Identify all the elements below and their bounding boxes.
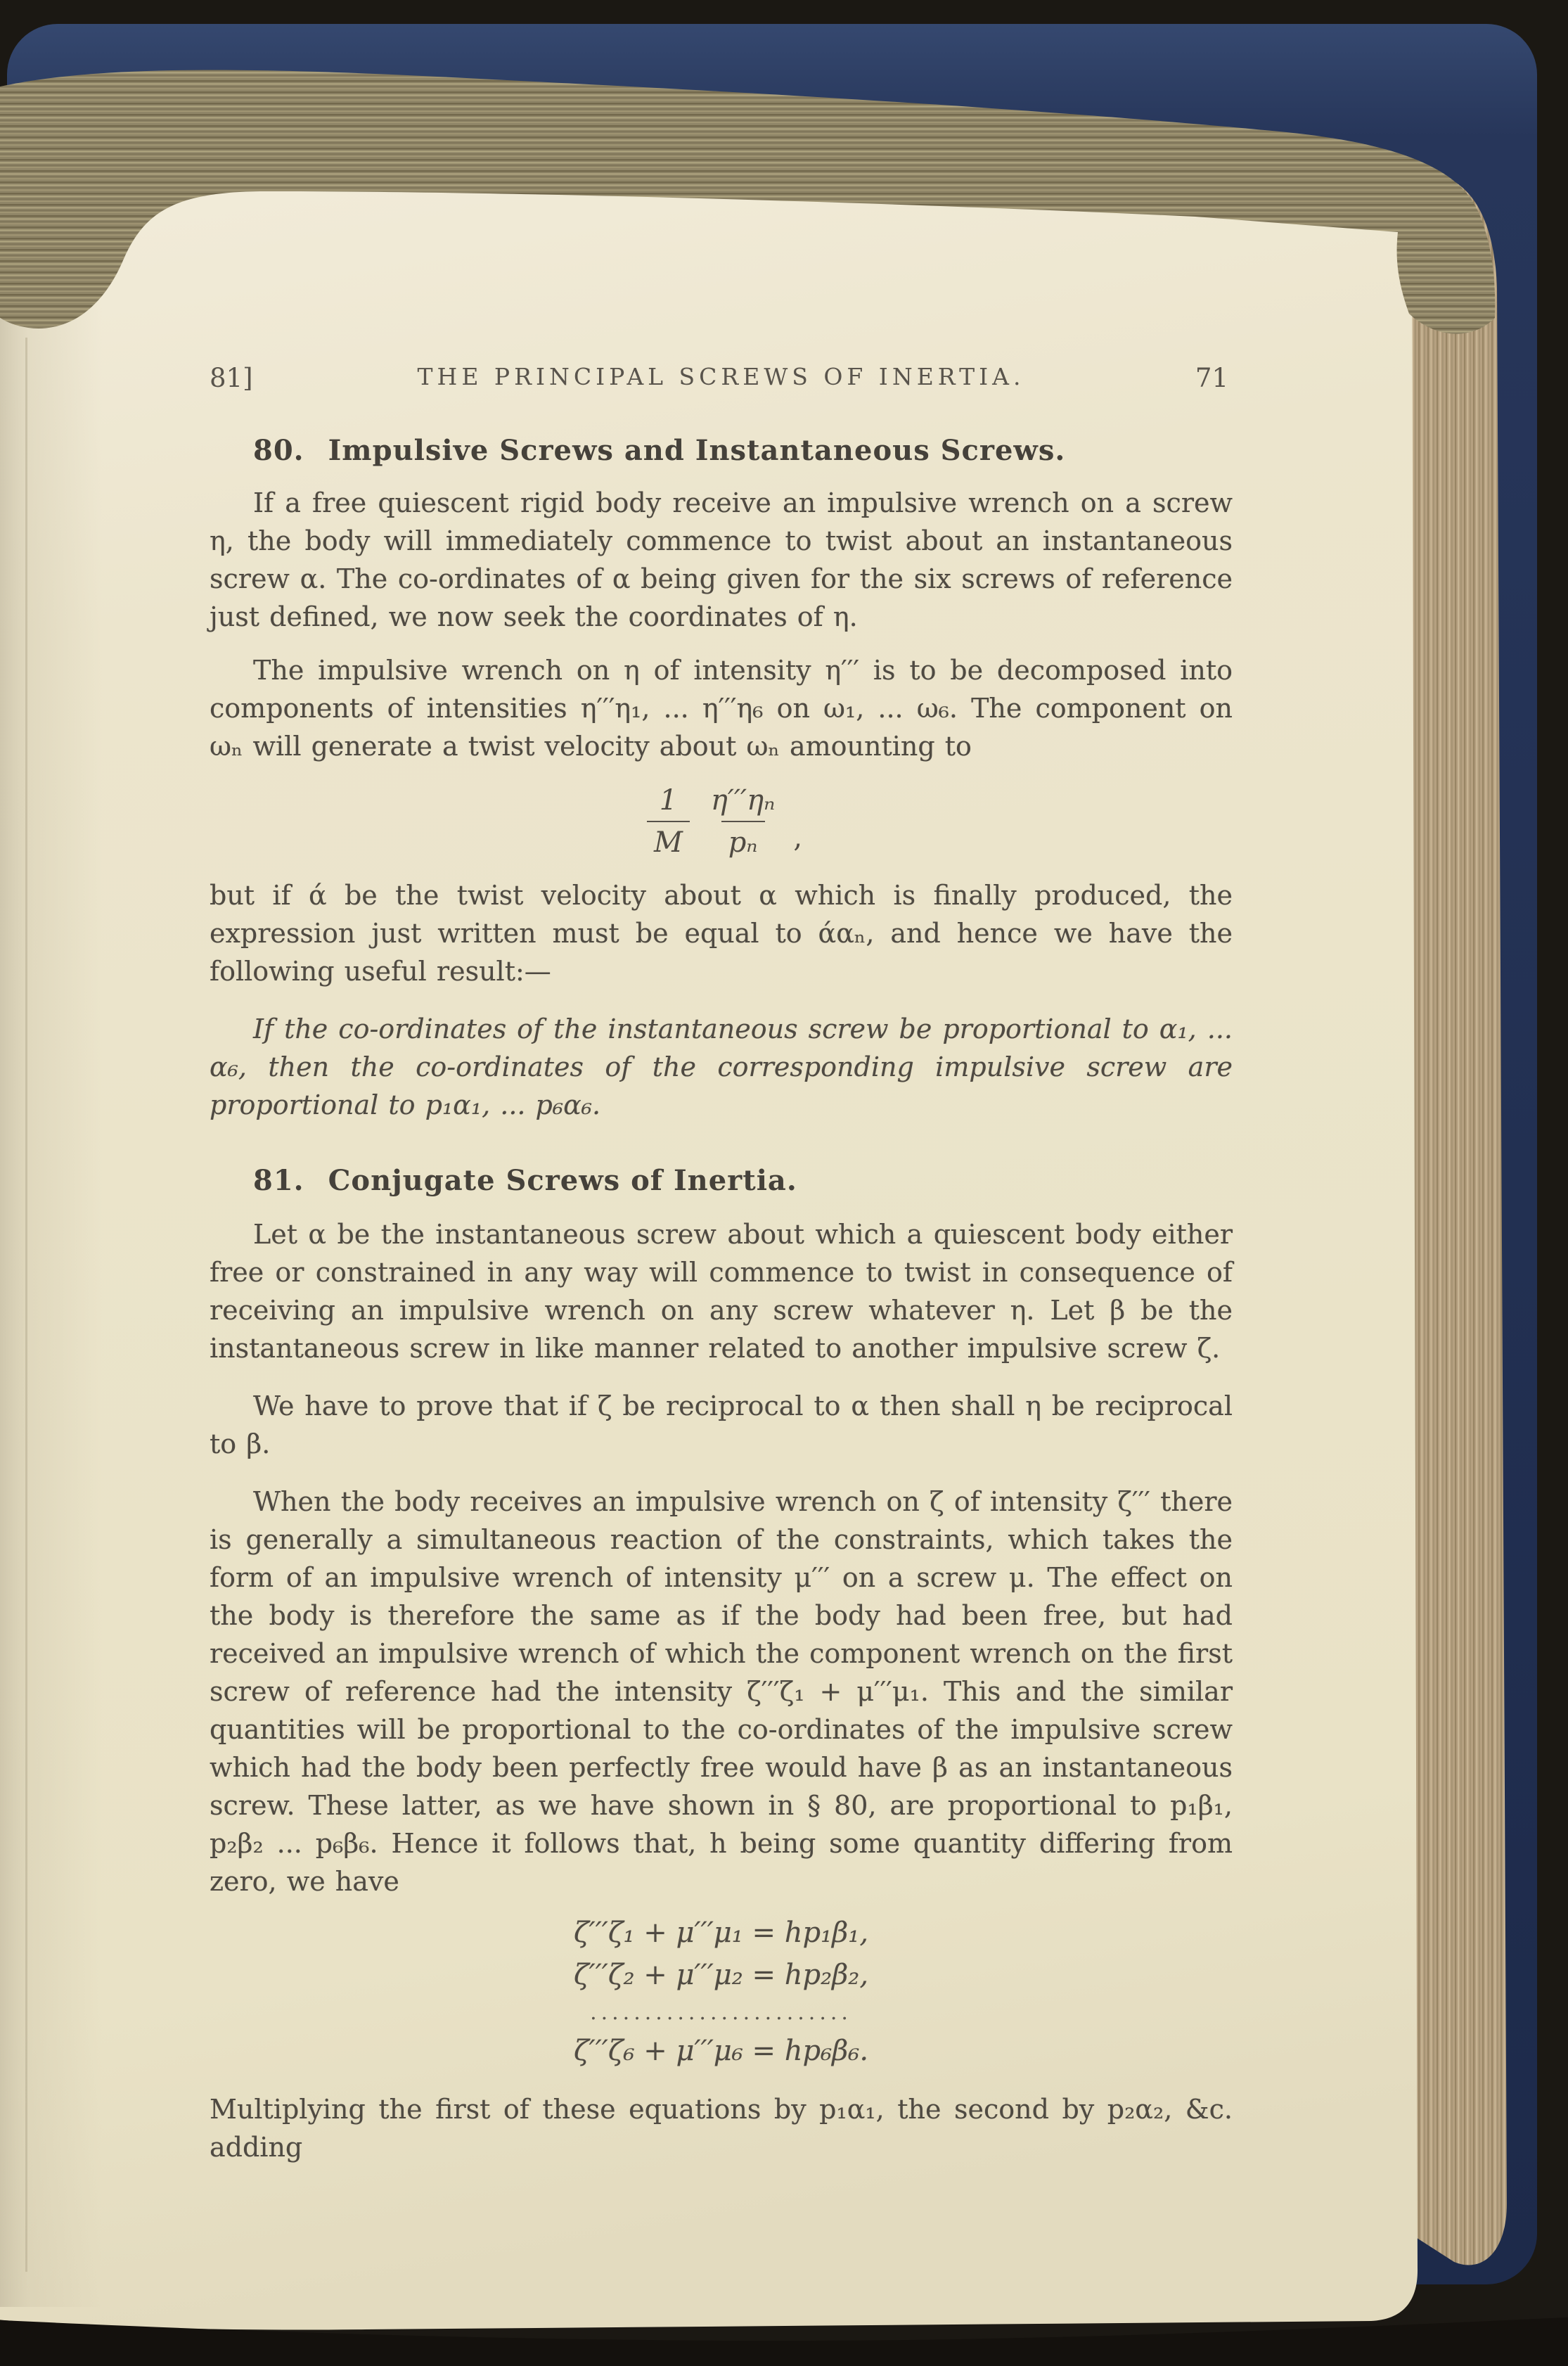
display-equation-twist-velocity xyxy=(210,776,1233,867)
page-edges-right xyxy=(1409,181,1507,2265)
fraction-denominator: M xyxy=(647,821,690,859)
fraction-denominator: pₙ xyxy=(721,821,765,859)
page-gutter-shadow xyxy=(0,204,102,2307)
section-81-paragraph-1: Let α be the instantaneous screw about which a quiescent body either free or constrained in any way will commence to twist in consequence of receiving an impulsive wrench on any screw whatever η. Let β be the instantaneous screw in like manner related to another impulsive screw ζ. xyxy=(210,1219,1233,1364)
running-head xyxy=(210,363,1233,401)
running-head-title: THE PRINCIPAL SCREWS OF INERTIA. xyxy=(417,363,1025,390)
equation-line-1: ζ′′′ζ₁ + μ′′′μ₁ = hp₁β₁, xyxy=(573,1917,869,1949)
section-80-number: 80. xyxy=(253,434,304,467)
section-81-title: Conjugate Screws of Inertia. xyxy=(328,1164,797,1197)
fraction-numerator: 1 xyxy=(659,784,678,817)
section-81-paragraph-2: We have to prove that if ζ be reciprocal to α then shall η be reciprocal to β. xyxy=(210,1390,1233,1459)
running-head-page-number: 71 xyxy=(1195,363,1228,393)
equation-system xyxy=(210,1912,1233,2072)
equation-line-2: ζ′′′ζ₂ + μ′′′μ₂ = hp₂β₂, xyxy=(573,1959,869,1991)
section-80-title: Impulsive Screws and Instantaneous Screws. xyxy=(328,434,1066,467)
equation-line-6: ζ′′′ζ₆ + μ′′′μ₆ = hp₆β₆. xyxy=(573,2035,869,2067)
section-80-paragraph-3: but if ά be the twist velocity about α which is finally produced, the expression just written must be equal to άαₙ, and hence we have the following useful result:— xyxy=(210,880,1233,987)
equation-punctuation: , xyxy=(793,821,803,854)
section-81-heading xyxy=(210,1163,1233,1198)
page-content xyxy=(210,363,1233,2166)
section-81-number: 81. xyxy=(253,1164,304,1197)
section-81-closing-line: Multiplying the first of these equations by p₁α₁, the second by p₂α₂, &c. adding xyxy=(210,2094,1233,2163)
page-crease-line xyxy=(25,338,27,2272)
fraction-eta-over-p xyxy=(704,784,782,859)
section-81-paragraph-3: When the body receives an impulsive wrench on ζ of intensity ζ′′′ there is generally a simultaneous reaction of the constraints, which takes the form of an impulsive wrench of intensity μ′′′ on a screw μ. The effect on the body is therefore the same as if the body had been free, but had received an impulsive wrench of which the component wrench on the first screw of reference had the intensity ζ′′′ζ₁ + μ′′′μ₁. This and the similar quantities will be proportional to the co-ordinates of the impulsive screw which had the body been perfectly free would have β as an instantaneous screw. These latter, as we have shown in § 80, are proportional to p₁β₁, p₂β₂ ... p₆β₆. Hence it follows that, h being some quantity differing from zero, we have xyxy=(210,1486,1233,1897)
section-80-paragraph-2: The impulsive wrench on η of intensity η′′′ is to be decomposed into components of intensities η′′′η₁, ... η′′′η₆ on ω₁, ... ω₆. The component on ωₙ will generate a twist velocity about ωₙ amounting to xyxy=(210,655,1233,762)
section-80-italic-result: If the co-ordinates of the instantaneous screw be proportional to α₁, ... α₆, then the co-ordinates of the corresponding impulsive screw are proportional to p₁α₁, ... p₆α₆. xyxy=(210,1013,1233,1120)
running-head-section-marker: 81] xyxy=(210,363,253,393)
section-80-paragraph-1: If a free quiescent rigid body receive an impulsive wrench on a screw η, the body will immediately commence to twist about an instantaneous screw α. The co-ordinates of α being given for the six screws of reference just defined, we now seek the coordinates of η. xyxy=(210,487,1233,632)
section-80-heading xyxy=(210,433,1233,468)
fraction-numerator: η′′′ηₙ xyxy=(710,784,776,817)
fraction-one-over-M xyxy=(647,784,690,859)
equation-ellipsis-row: ........................ xyxy=(590,2000,852,2025)
